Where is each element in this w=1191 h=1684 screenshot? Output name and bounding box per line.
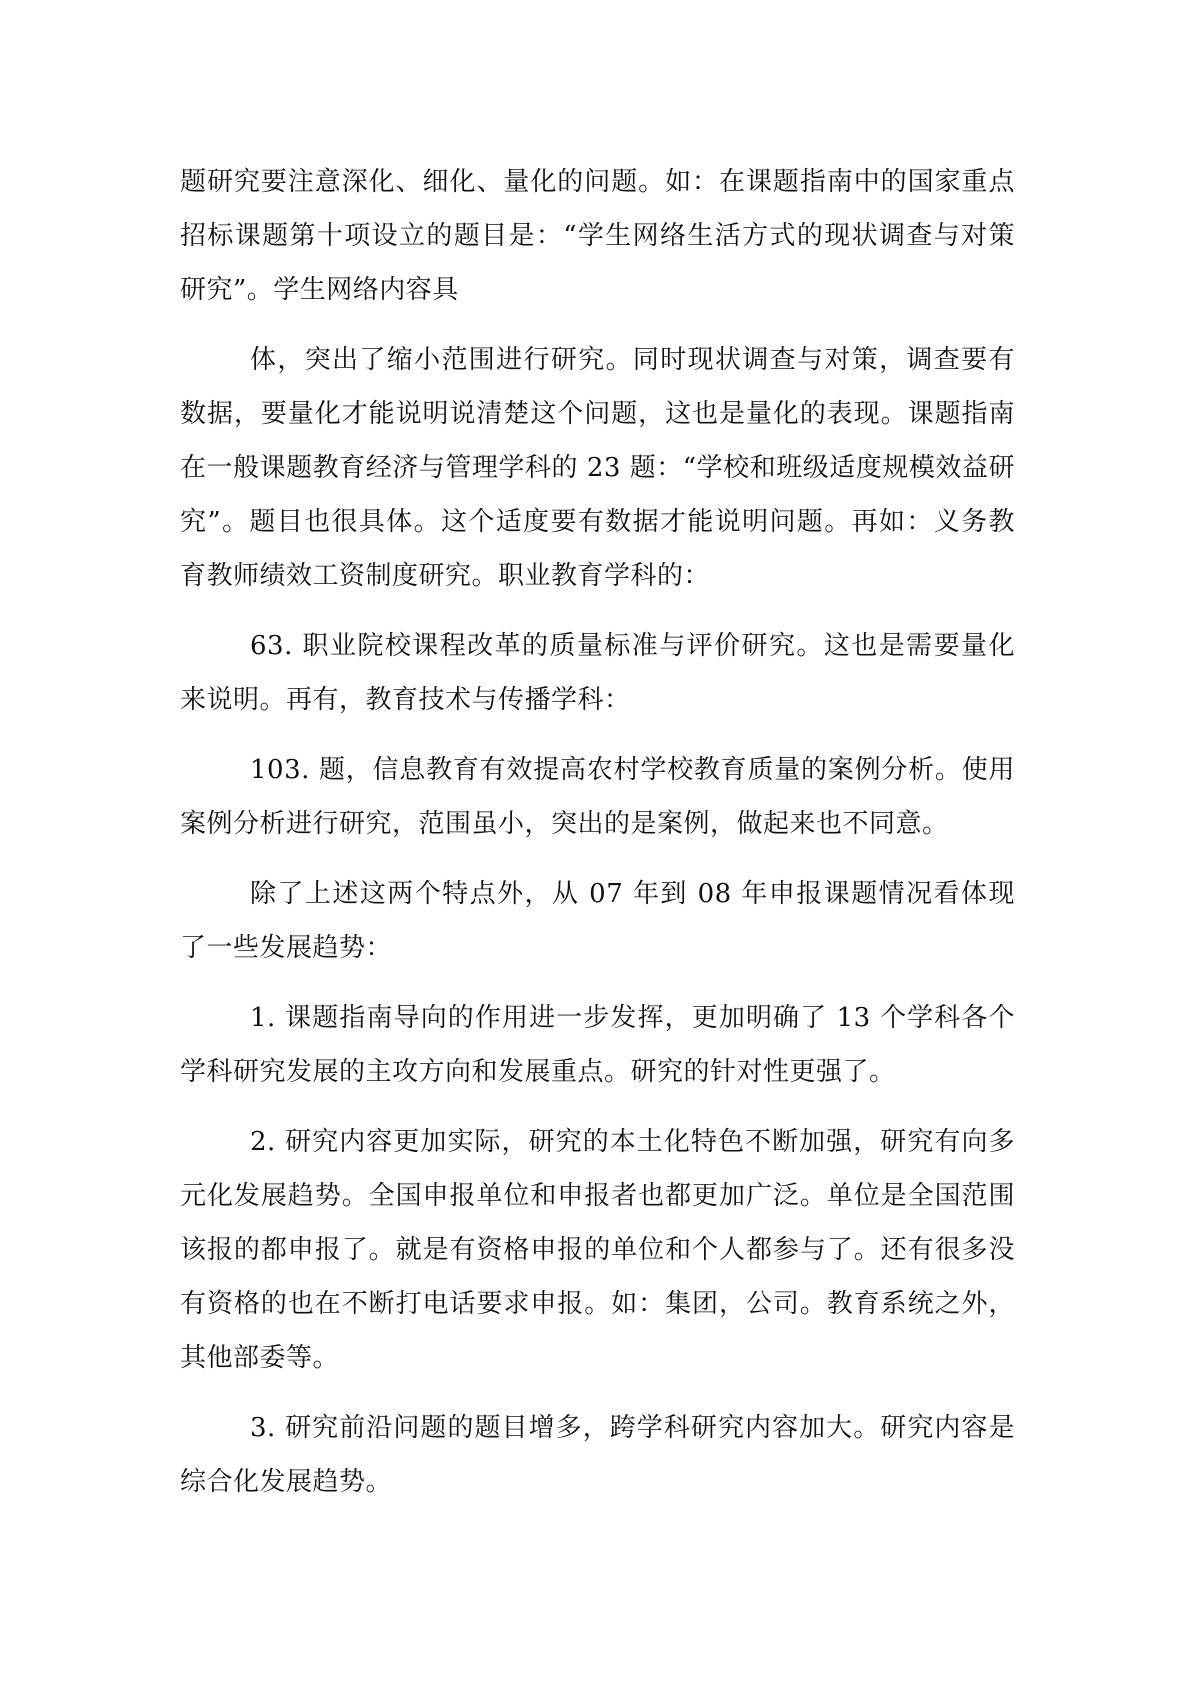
paragraph-6: 1. 课题指南导向的作用进一步发挥，更加明确了 13 个学科各个学科研究发展的主攻方向和发展重点。研究的针对性更强了。 [180, 1003, 1015, 1087]
paragraph-8: 3. 研究前沿问题的题目增多，跨学科研究内容加大。研究内容是综合化发展趋势。 [180, 1413, 1015, 1497]
paragraph-1: 题研究要注意深化、细化、量化的问题。如：在课题指南中的国家重点招标课题第十项设立的题目是：“学生网络生活方式的现状调查与对策研究”。学生网络内容具 [180, 167, 1015, 305]
paragraph-2: 体，突出了缩小范围进行研究。同时现状调查与对策，调查要有数据，要量化才能说明说清楚这个问题，这也是量化的表现。课题指南在一般课题教育经济与管理学科的 23 题：“学校和班级适度规模效益研究”。题目也很具体。这个适度要有数据才能说明问题。再如：义务教育教师绩效工资制度研究。职业教育学科的： [180, 345, 1015, 591]
paragraph-7: 2. 研究内容更加实际，研究的本土化特色不断加强，研究有向多元化发展趋势。全国申报单位和申报者也都更加广泛。单位是全国范围该报的都申报了。就是有资格申报的单位和个人都参与了。还有很多没有资格的也在不断打电话要求申报。如：集团，公司。教育系统之外，其他部委等。 [180, 1127, 1015, 1373]
paragraph-5: 除了上述这两个特点外，从 07 年到 08 年申报课题情况看体现了一些发展趋势： [180, 879, 1015, 963]
paragraph-4: 103. 题，信息教育有效提高农村学校教育质量的案例分析。使用案例分析进行研究，范围虽小，突出的是案例，做起来也不同意。 [180, 755, 1015, 839]
paragraph-3: 63. 职业院校课程改革的质量标准与评价研究。这也是需要量化来说明。再有，教育技术与传播学科： [180, 631, 1015, 715]
document-body [180, 155, 1015, 1525]
